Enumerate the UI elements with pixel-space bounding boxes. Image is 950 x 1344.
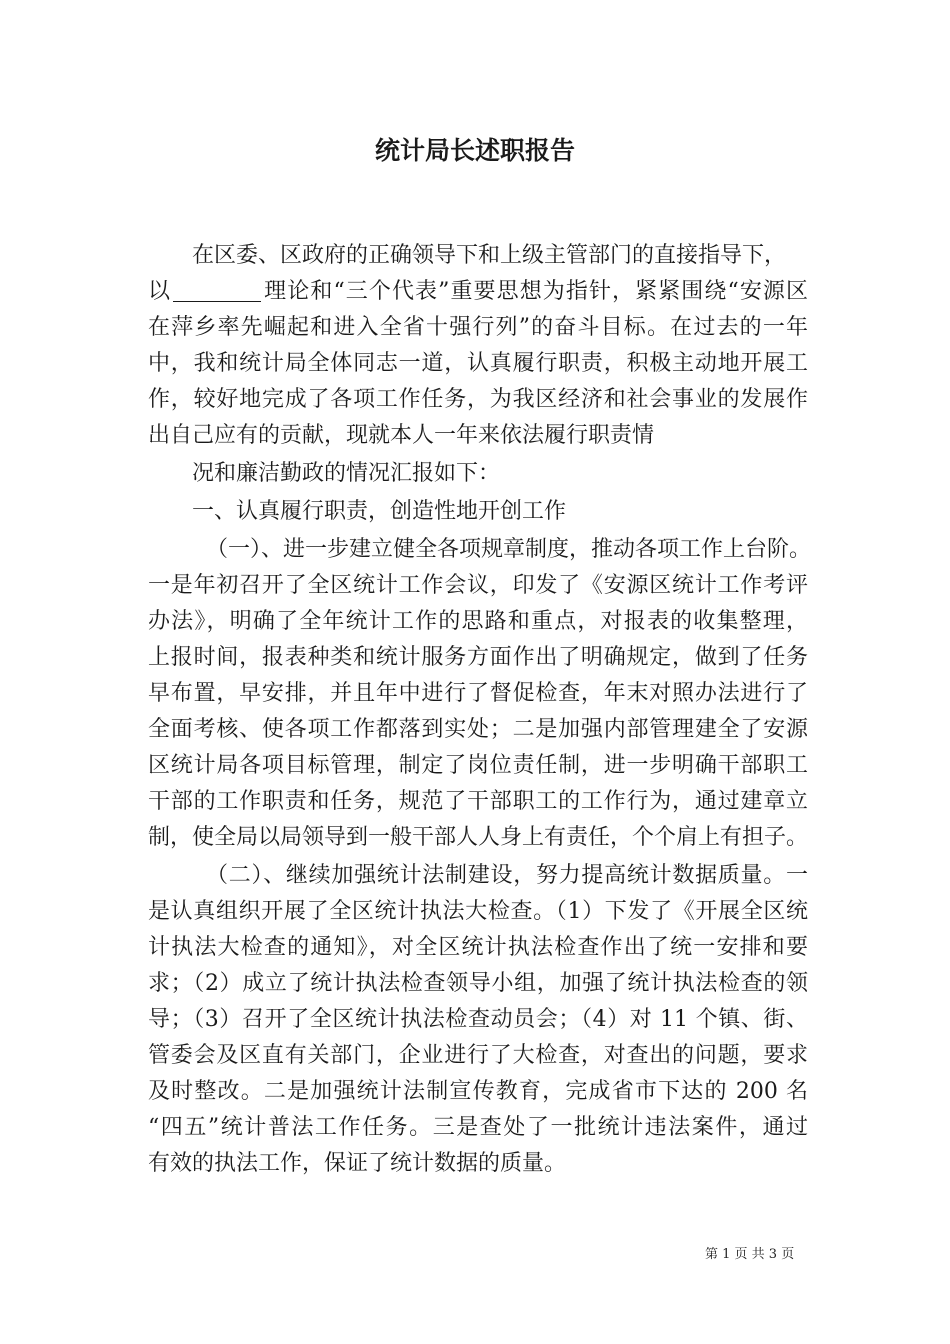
paragraph-line: 出自己应有的贡献，现就本人一年来依法履行职责情 — [148, 423, 655, 448]
paragraph-line: 干部的工作职责和任务，规范了干部职工的工作行为，通过建章立 — [148, 789, 808, 814]
paragraph-line: 求；（2）成立了统计执法检查领导小组，加强了统计执法检查的领 — [148, 971, 808, 996]
paragraph-line: 全面考核、使各项工作都落到实处；二是加强内部管理建全了安源 — [148, 717, 808, 742]
section-heading: 一、认真履行职责，创造性地开创工作 — [192, 499, 567, 524]
paragraph-line: 一是年初召开了全区统计工作会议，印发了《安源区统计工作考评 — [148, 573, 808, 598]
subsection-heading: （二）、继续加强统计法制建设，努力提高统计数据质量。一 — [206, 863, 808, 888]
paragraph-line: 及时整改。二是加强统计法制宣传教育，完成省市下达的 200 名 — [148, 1079, 808, 1104]
paragraph-line — [148, 274, 808, 310]
subsection-heading: （一）、进一步建立健全各项规章制度，推动各项工作上台阶。 — [206, 537, 812, 562]
paragraph-line: 是认真组织开展了全区统计执法大检查。（1）下发了《开展全区统 — [148, 899, 808, 924]
paragraph-line: 办法》，明确了全年统计工作的思路和重点，对报表的收集整理， — [148, 609, 808, 634]
paragraph-line: 早布置，早安排，并且年中进行了督促检查，年末对照办法进行了 — [148, 681, 808, 706]
paragraph-line: “四五”统计普法工作任务。三是查处了一批统计违法案件，通过 — [148, 1115, 808, 1140]
paragraph-line: 管委会及区直有关部门，企业进行了大检查，对查出的问题，要求 — [148, 1043, 808, 1068]
paragraph-line: 在区委、区政府的正确领导下和上级主管部门的直接指导下， — [192, 243, 787, 268]
page-number-footer: 第 1 页 共 3 页 — [705, 1247, 795, 1262]
paragraph-line: 况和廉洁勤政的情况汇报如下： — [192, 461, 501, 486]
paragraph-line: 导；（3）召开了全区统计执法检查动员会；（4）对 11 个镇、街、 — [148, 1007, 808, 1032]
line-prefix: 以 — [148, 279, 172, 304]
paragraph-line: 中，我和统计局全体同志一道，认真履行职责，积极主动地开展工 — [148, 351, 808, 376]
paragraph-line: 制，使全局以局领导到一般干部人人身上有责任，个个肩上有担子。 — [148, 825, 809, 850]
paragraph-line: 上报时间，报表种类和统计服务方面作出了明确规定，做到了任务 — [148, 645, 808, 670]
blank-underline — [173, 279, 261, 302]
paragraph-line: 在萍乡率先崛起和进入全省十强行列”的奋斗目标。在过去的一年 — [148, 315, 808, 340]
paragraph-line: 区统计局各项目标管理，制定了岗位责任制，进一步明确干部职工 — [148, 753, 808, 778]
paragraph-line: 有效的执法工作，保证了统计数据的质量。 — [148, 1151, 567, 1176]
paragraph-line: 作，较好地完成了各项工作任务，为我区经济和社会事业的发展作 — [148, 387, 808, 412]
paragraph-line: 计执法大检查的通知》，对全区统计执法检查作出了统一安排和要 — [148, 935, 808, 960]
line-text: 理论和“三个代表”重要思想为指针，紧紧围绕“安源区 — [263, 279, 808, 304]
document-title: 统计局长述职报告 — [374, 136, 575, 165]
